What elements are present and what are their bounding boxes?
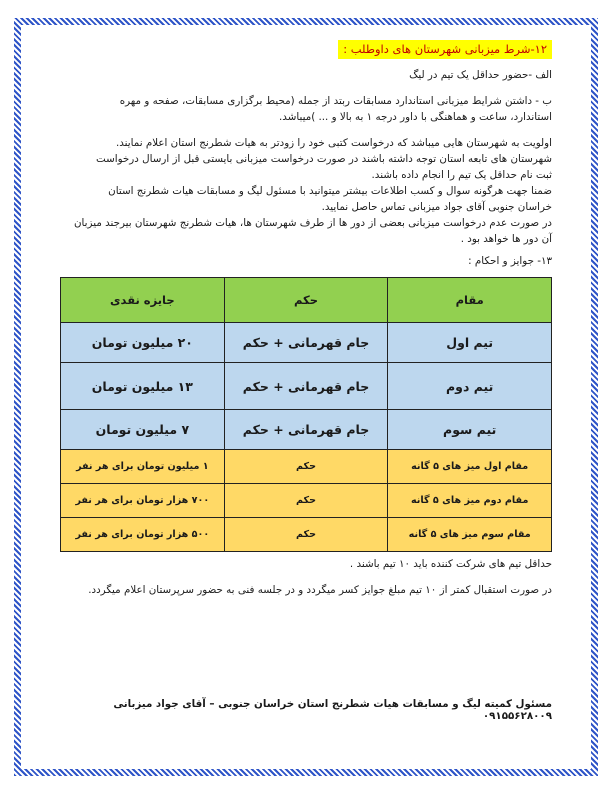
prizes-table <box>60 277 552 552</box>
footer-contact: مسئول کمیته لیگ و مسابقات هیات شطرنج استان خراسان جنوبی – آقای جواد میزبانی ۰۹۱۵۵۶۲۸۰۰۹ <box>113 698 552 722</box>
priority-line1: اولویت به شهرستان هایی میباشد که درخواست کتبی خود را زودتر به هیات شطرنج استان اعلام نمایند. <box>115 137 552 149</box>
board-cash-cell: ۷۰۰ هزار تومان برای هر نفر <box>61 484 225 518</box>
team-rank-cell: تیم دوم <box>388 363 552 410</box>
section-12-title: ۱۲-شرط میزبانی شهرستان های داوطلب : <box>338 40 552 59</box>
team-cash-cell: ۲۰ میلیون تومان <box>61 323 225 363</box>
board-rank-cell: مقام سوم میز های ۵ گانه <box>388 518 552 552</box>
document-body <box>60 38 552 598</box>
fallback-host-line1: در صورت عدم درخواست میزبانی بعضی از دور ها از طرف شهرستان ها، هیات شطرنج شهرستان بیرجند میزبان <box>73 217 552 229</box>
board-cash-cell: ۵۰۰ هزار تومان برای هر نفر <box>61 518 225 552</box>
minimum-teams-note: حداقل تیم های شرکت کننده باید ۱۰ تیم باشند . <box>349 558 552 570</box>
team-cash-cell: ۷ میلیون تومان <box>61 410 225 450</box>
header-decree: حکم <box>224 278 388 323</box>
hosting-condition-b-line1: ب - داشتن شرایط میزبانی استاندارد مسابقات ربتد از جمله (محیط برگزاری مسابقات، صفحه و مهره <box>119 95 552 107</box>
table-row <box>61 323 552 363</box>
board-decree-cell: حکم <box>224 450 388 484</box>
contact-line2: خراسان جنوبی آقای جواد میزبانی تماس حاصل نمایید. <box>321 201 552 213</box>
section-13-title: ۱۳- جوایز و احکام : <box>468 255 552 267</box>
team-rank-cell: تیم سوم <box>388 410 552 450</box>
team-decree-cell: جام قهرمانی + حکم <box>224 323 388 363</box>
contact-line1: ضمنا جهت هرگونه سوال و کسب اطلاعات بیشتر میتوانید با مسئول لیگ و مسابقات هیات شطرنج استان <box>108 185 552 197</box>
fallback-host-line2: آن دور ها خواهد بود . <box>460 233 552 245</box>
board-rank-cell: مقام اول میز های ۵ گانه <box>388 450 552 484</box>
table-row <box>61 363 552 410</box>
section-12-heading-box <box>60 38 552 59</box>
table-row <box>61 518 552 552</box>
board-cash-cell: ۱ میلیون تومان برای هر نفر <box>61 450 225 484</box>
hosting-condition-a: الف -حضور حداقل یک تیم در لیگ <box>409 69 552 81</box>
board-rank-cell: مقام دوم میز های ۵ گانه <box>388 484 552 518</box>
priority-line3: ثبت نام حداقل یک تیم را انجام داده باشند. <box>371 169 552 181</box>
header-rank: مقام <box>388 278 552 323</box>
board-decree-cell: حکم <box>224 518 388 552</box>
team-cash-cell: ۱۳ میلیون تومان <box>61 363 225 410</box>
table-row <box>61 450 552 484</box>
hosting-condition-b-line2: استاندارد، ساعت و هماهنگی با داور درجه ۱ به بالا و ... )میباشد. <box>279 111 552 123</box>
board-decree-cell: حکم <box>224 484 388 518</box>
priority-line2: شهرستان های تابعه استان توجه داشته باشند در صورت درخواست میزبانی بایستی قبل از ارسال درخواست <box>96 153 552 165</box>
header-cash-prize: جایزه نقدی <box>61 278 225 323</box>
team-decree-cell: جام قهرمانی + حکم <box>224 410 388 450</box>
table-row <box>61 484 552 518</box>
table-row <box>61 410 552 450</box>
low-turnout-note: در صورت استقبال کمتر از ۱۰ تیم مبلغ جوایز کسر میگردد و در جلسه فنی به حضور سرپرستان اعلام میگردد. <box>88 584 552 596</box>
table-header-row <box>61 278 552 323</box>
team-rank-cell: تیم اول <box>388 323 552 363</box>
team-decree-cell: جام قهرمانی + حکم <box>224 363 388 410</box>
